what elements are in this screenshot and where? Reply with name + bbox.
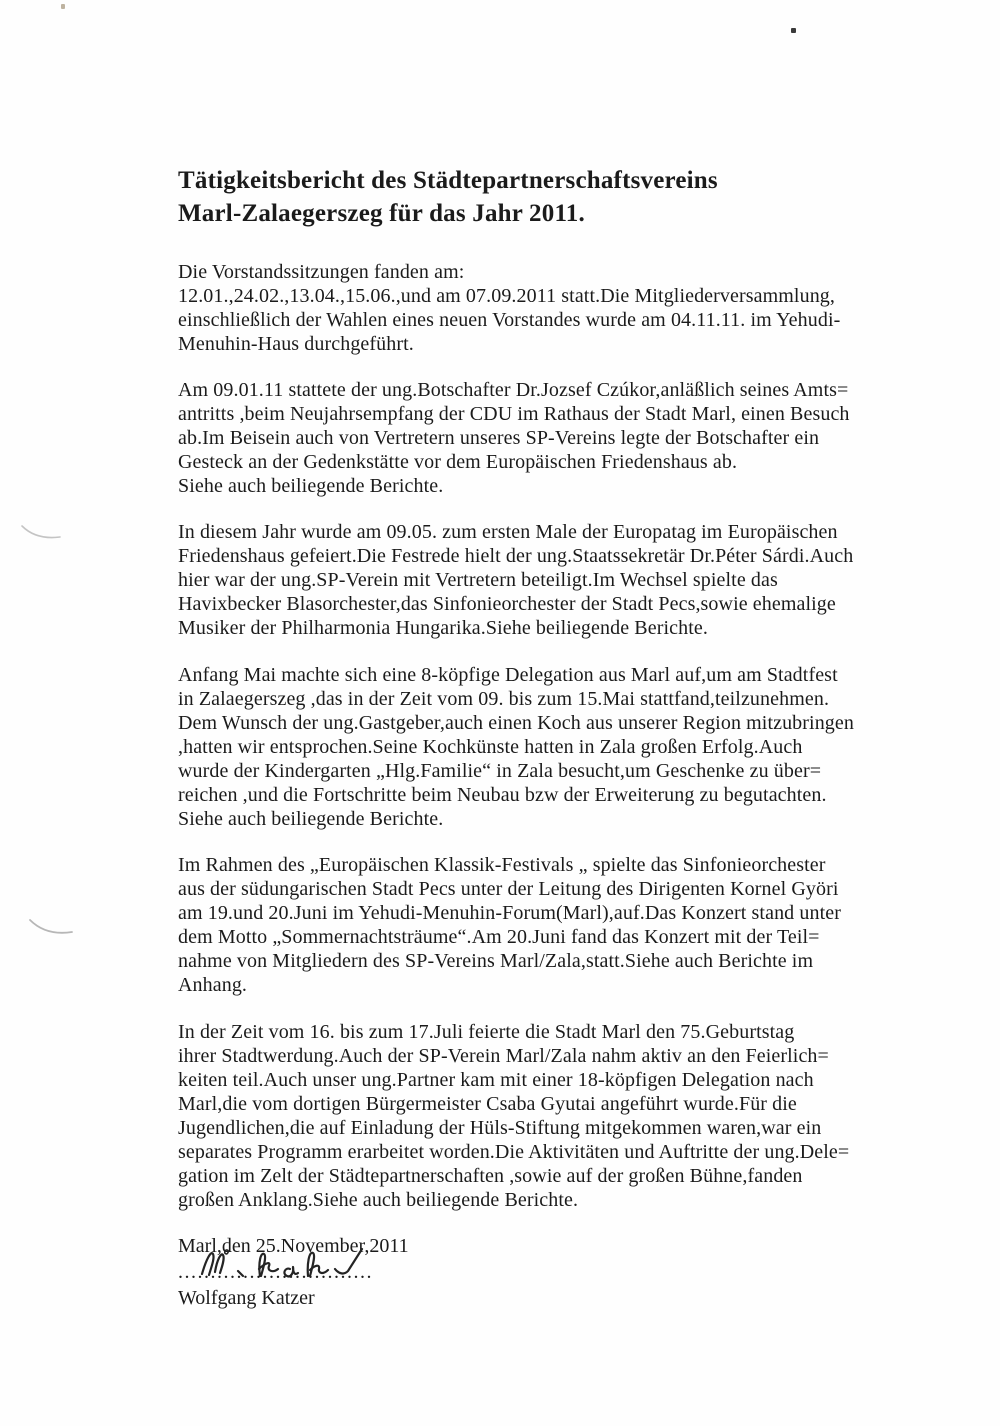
- closing-block: [178, 1234, 894, 1310]
- document-content: [178, 164, 894, 1310]
- signature-row: [178, 1258, 894, 1284]
- paragraph-ambassador-visit: Am 09.01.11 stattete der ung.Botschafter Dr.Jozsef Czúkor,anläßlich seines Amts= antritts ,beim Neujahrsempfang der CDU im Rathaus der Stadt Marl, einen Besuch ab.Im Beisein auch von Vertretern unseres SP-Vereins legte der Botschafter ein Gesteck an der Gedenkstätte vor dem Europäischen Friedenshaus ab. Siehe auch beiliegende Berichte.: [178, 379, 850, 497]
- margin-pen-mark-lower: [26, 910, 90, 940]
- paragraph-stadtjubilaeum: In der Zeit vom 16. bis zum 17.Juli feierte die Stadt Marl den 75.Geburtstag ihrer Stadtwerdung.Auch der SP-Verein Marl/Zala nahm aktiv an den Feierlich= keiten teil.Auch unser ung.Partner kam mit einer 18-köpfigen Delegation nach Marl,die vom dortigen Bürgermeister Csaba Gyutai angeführt wurde.Für die Jugendlichen,die auf Einladung der Hüls-Stiftung mitgekommen waren,war ein separates Programm erarbeitet worden.Die Aktivitäten und Auftritte der ung.Dele= gation im Zelt der Städtepartnerschaften ,sowie auf der großen Bühne,fanden großen Anklang.Siehe auch beiliegende Berichte.: [178, 1021, 850, 1211]
- paragraph-europatag: In diesem Jahr wurde am 09.05. zum ersten Male der Europatag im Europäischen Friedenshaus gefeiert.Die Festrede hielt der ung.Staatssekretär Dr.Péter Sárdi.Auch hier war der ung.SP-Verein mit Vertretern beteiligt.Im Wechsel spielte das Havixbecker Blasorchester,das Sinfonieorchester der Stadt Pecs,sowie ehemalige Musiker der Philharmonia Hungarika.Siehe beiliegende Berichte.: [178, 521, 854, 639]
- date-line: Marl,den 25.November,2011: [178, 1235, 409, 1257]
- paragraph-board-meetings: Die Vorstandssitzungen fanden am: 12.01.,24.02.,13.04.,15.06.,und am 07.09.2011 statt.Die Mitgliederversammlung, einschließlich der Wahlen eines neuen Vorstandes wurde am 04.11.11. im Yehudi- Menuhin-Haus durchgeführt.: [178, 261, 841, 355]
- signatory-name: Wolfgang Katzer: [178, 1287, 315, 1309]
- paragraph-stadtfest-zalaegerszeg: Anfang Mai machte sich eine 8-köpfige Delegation aus Marl auf,um am Stadtfest in Zalaegerszeg ,das in der Zeit vom 09. bis zum 15.Mai stattfand,teilzunehmen. Dem Wunsch der ung.Gastgeber,auch einen Koch aus unserer Region mitzubringen ,hatten wir entsprochen.Seine Kochkünste hatten in Zala großen Erfolg.Auch wurde der Kindergarten „Hlg.Familie“ in Zala besucht,um Geschenke zu über= reichen ,und die Fortschritte beim Neubau bzw der Erweiterung zu begutachten. Siehe auch beiliegende Berichte.: [178, 664, 854, 830]
- margin-pen-mark-upper: [18, 518, 78, 546]
- scan-speck-top-right: [791, 28, 796, 33]
- paragraph-klassik-festival: Im Rahmen des „Europäischen Klassik-Festivals „ spielte das Sinfonieorchester aus der südungarischen Stadt Pecs unter der Leitung des Dirigenten Kornel Györi am 19.und 20.Juni im Yehudi-Menuhin-Forum(Marl),auf.Das Konzert stand unter dem Motto „Sommernachtsträume“.Am 20.Juni fand das Konzert mit der Teil= nahme von Mitgliedern des SP-Vereins Marl/Zala,statt.Siehe auch Berichte im Anhang.: [178, 854, 841, 996]
- document-title: Tätigkeitsbericht des Städtepartnerschaftsvereins Marl-Zalaegerszeg für das Jahr 2011.: [178, 167, 718, 227]
- scan-speck-top-left: [61, 4, 65, 9]
- signature-dotted-line: ..............................: [178, 1261, 373, 1283]
